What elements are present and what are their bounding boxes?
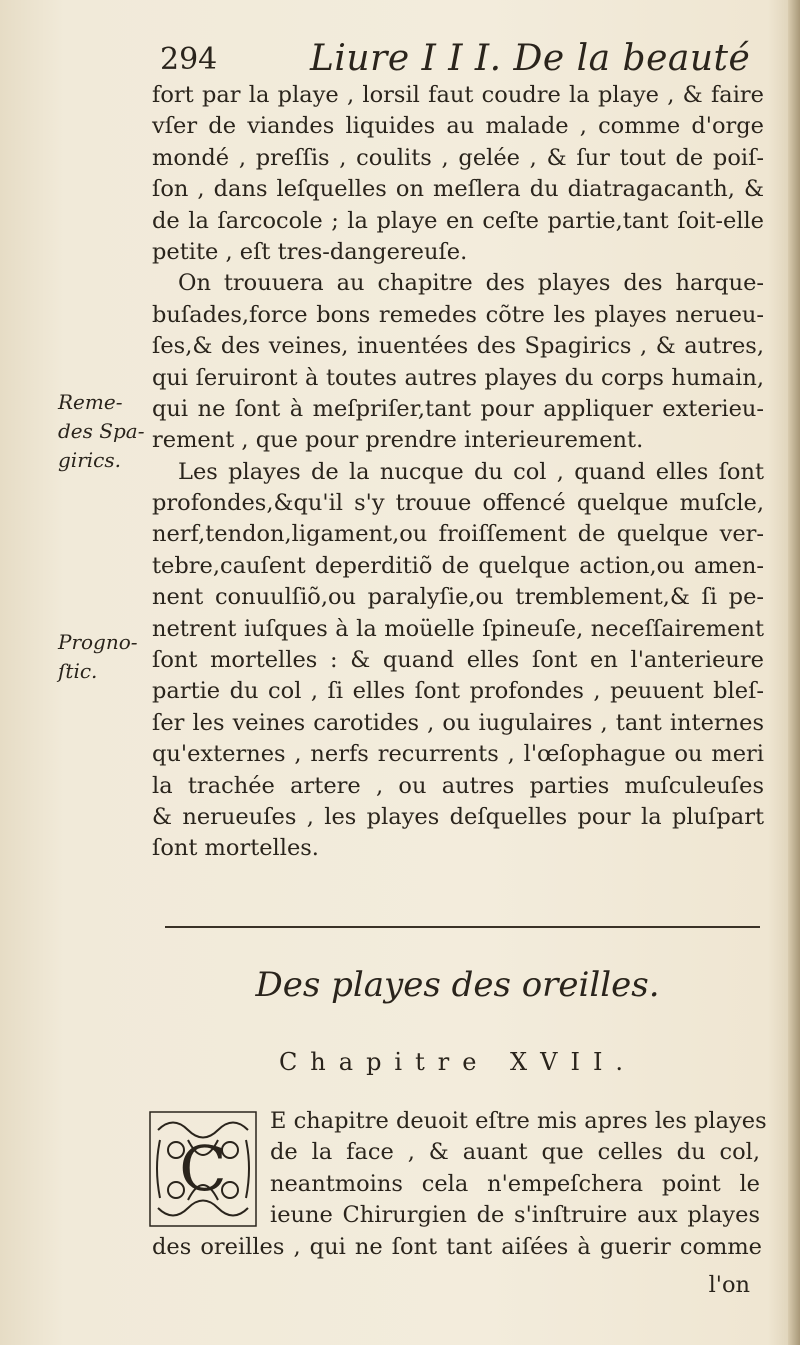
text-line: E chapitre deuoit eſtre mis apres les playes bbox=[270, 1108, 767, 1134]
body-text bbox=[152, 80, 764, 865]
chapter-continuation bbox=[152, 1232, 762, 1263]
text-line: vſer de viandes liquides au malade , comme d'orge bbox=[152, 113, 764, 140]
text-line: la trachée artere , ou autres parties muſculeuſes bbox=[152, 772, 764, 799]
text-line: ſer les veines carotides , ou iugulaires , tant internes bbox=[152, 709, 764, 736]
text-line: nent conuulſiõ,ou paralyſie,ou tremblement,& ſi pe- bbox=[152, 584, 764, 611]
initial-letter: C bbox=[179, 1132, 227, 1205]
chapter-title: Des playes des oreilles. bbox=[255, 965, 660, 1005]
text-line: qu'externes , nerfs recurrents , l'œſophague ou meri bbox=[152, 741, 764, 768]
text-line: mondé , preſſis , coulits , gelée , & ſur tout de poiſ- bbox=[152, 144, 764, 171]
text-line: ſes,& des veines, inuentées des Spagirics , & autres, bbox=[152, 333, 764, 360]
margin-note-remedes bbox=[58, 388, 144, 475]
section-divider bbox=[165, 926, 760, 928]
text-line: On trouuera au chapitre des playes des harque- bbox=[178, 270, 764, 297]
text-line: rement , que pour prendre interieurement. bbox=[152, 427, 644, 454]
running-title: Liure I I I. De la beauté bbox=[310, 38, 751, 79]
text-line: partie du col , ſi elles ſont profondes , peuuent bleſ- bbox=[152, 678, 764, 705]
margin-note-line: Reme- bbox=[58, 390, 123, 414]
text-line: des oreilles , qui ne ſont tant aiſées à guerir comme bbox=[152, 1234, 762, 1260]
text-line: ſont mortelles. bbox=[152, 835, 319, 862]
margin-note-line: Progno- bbox=[58, 630, 138, 654]
text-line: ſont mortelles : & quand elles ſont en l'anterieure bbox=[152, 647, 764, 674]
text-line: profondes,&qu'il s'y trouue offencé quelque muſcle, bbox=[152, 490, 764, 517]
catchword: l'on bbox=[708, 1272, 750, 1298]
margin-note-line: des Spa- bbox=[58, 419, 145, 443]
text-line: qui ſeruiront à toutes autres playes du corps humain, bbox=[152, 364, 764, 391]
text-line: de la face , & auant que celles du col, bbox=[270, 1139, 760, 1166]
margin-note-prognostic bbox=[58, 628, 138, 686]
chapter-opening bbox=[270, 1106, 767, 1232]
text-line: tebre,cauſent deperditiõ de quelque action,ou amen- bbox=[152, 552, 764, 579]
text-line: netrent iuſques à la moüelle ſpineuſe, neceſſairement bbox=[152, 615, 764, 642]
text-line: petite , eſt tres-dangereuſe. bbox=[152, 238, 468, 265]
text-line: de la ſarcocole ; la playe en ceſte partie,tant ſoit-elle bbox=[152, 207, 764, 234]
text-line: fort par la playe , lorsil faut coudre la playe , & faire bbox=[152, 82, 764, 108]
text-line: Les playes de la nucque du col , quand elles ſont bbox=[178, 458, 764, 485]
page-edge bbox=[788, 0, 800, 1345]
margin-note-line: girics. bbox=[58, 448, 121, 472]
decorated-initial bbox=[148, 1110, 258, 1228]
text-line: qui ne ſont à meſpriſer,tant pour appliquer exterieu- bbox=[152, 395, 764, 422]
text-line: nerf,tendon,ligament,ou froiſſement de quelque ver- bbox=[152, 521, 764, 548]
margin-note-line: ſtic. bbox=[58, 659, 98, 683]
text-line: & nerueuſes , les playes deſquelles pour la pluſpart bbox=[152, 803, 764, 830]
chapter-number: Chapitre XVII. bbox=[278, 1048, 637, 1076]
text-line: ſon , dans leſquelles on meſlera du diatragacanth, & bbox=[152, 176, 764, 203]
text-line: buſades,force bons remedes cõtre les playes nerueu- bbox=[152, 301, 764, 328]
text-line: ieune Chirurgien de s'inſtruire aux playes bbox=[270, 1202, 760, 1229]
text-line: neantmoins cela n'empeſchera point le bbox=[270, 1170, 760, 1197]
page-number: 294 bbox=[160, 42, 218, 77]
